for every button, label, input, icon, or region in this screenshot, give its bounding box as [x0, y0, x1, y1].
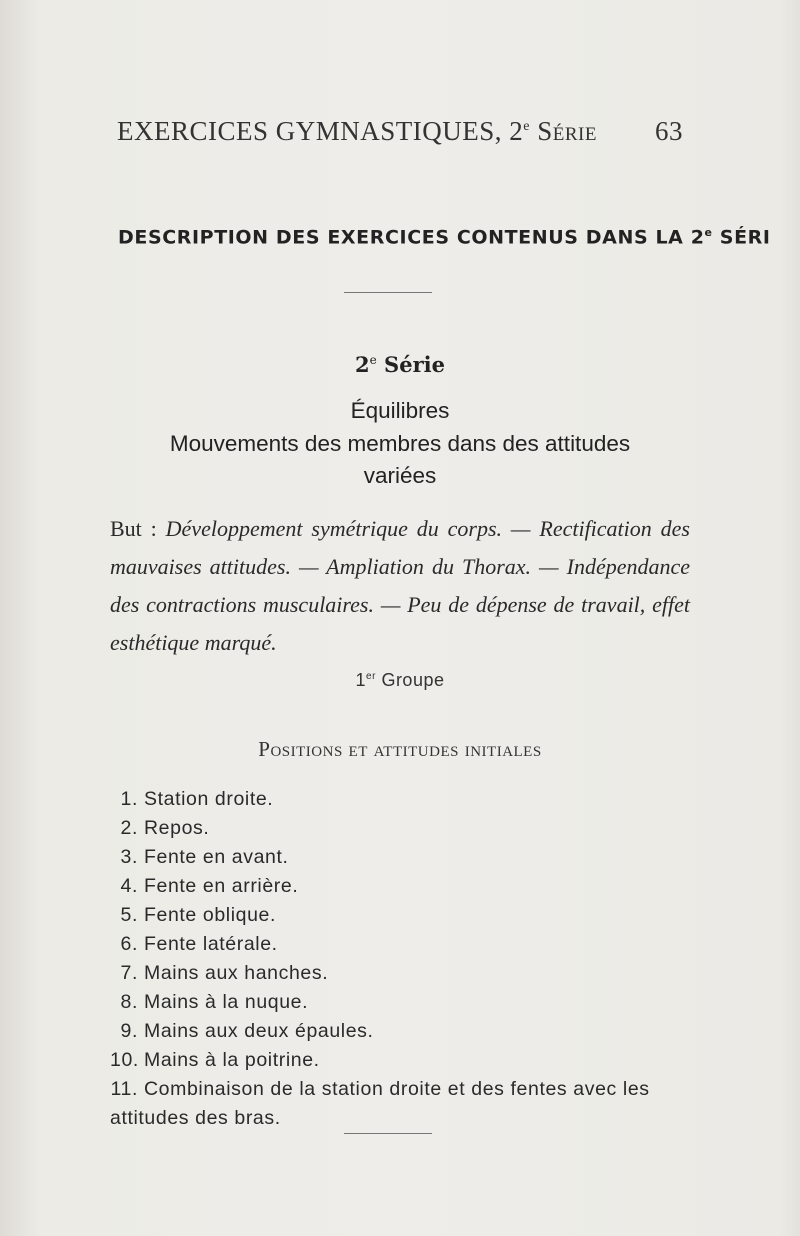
but-paragraph: But : Développement symétrique du corps. — Rectification des mauvaises attitudes. — Ampliation du Thorax. — Indépendance des contractions musculaires. — Peu de dépense de travail, effet esthétique marqué. — [110, 516, 690, 655]
list-item: 9. Mains aux deux épaules. — [120, 1020, 374, 1042]
list-item: 10. Mains à la poitrine. — [110, 1049, 320, 1071]
running-head-title: EXERCICES GYMNASTIQUES, 2e Série — [117, 116, 597, 146]
list-item: 5. Fente oblique. — [120, 904, 276, 926]
list-item: 6. Fente latérale. — [120, 933, 278, 955]
list-item: 3. Fente en avant. — [120, 846, 289, 868]
divider-top — [344, 292, 432, 293]
list-item: 11. Combinaison de la station droite et des fentes avec les attitudes des bras. — [110, 1075, 710, 1133]
list-item: 7. Mains aux hanches. — [120, 962, 329, 984]
running-head-serie: Série — [537, 116, 597, 146]
list-item-continuation: attitudes des bras. — [110, 1107, 281, 1129]
page-number: 63 — [655, 116, 683, 146]
section-heading: DESCRIPTION DES EXERCICES CONTENUS DANS LA 2e SÉRI — [118, 226, 771, 249]
running-head — [117, 116, 683, 147]
subtitle-line-3: variées — [363, 463, 437, 488]
list-item: 8. Mains à la nuque. — [120, 991, 309, 1013]
list-item: 2. Repos. — [120, 817, 210, 839]
list-item: 1. Station droite. — [120, 788, 274, 810]
positions-list — [110, 785, 710, 1133]
positions-heading: Positions et attitudes initiales — [258, 737, 542, 761]
groupe-heading: 1er Groupe — [355, 670, 445, 690]
divider-bottom — [344, 1133, 432, 1134]
subtitle-line-2: Mouvements des membres dans des attitudes — [169, 431, 631, 456]
list-item: 4. Fente en arrière. — [120, 875, 299, 897]
subtitle-line-1: Équilibres — [350, 398, 450, 423]
serie-title: 2e Série — [355, 352, 445, 377]
